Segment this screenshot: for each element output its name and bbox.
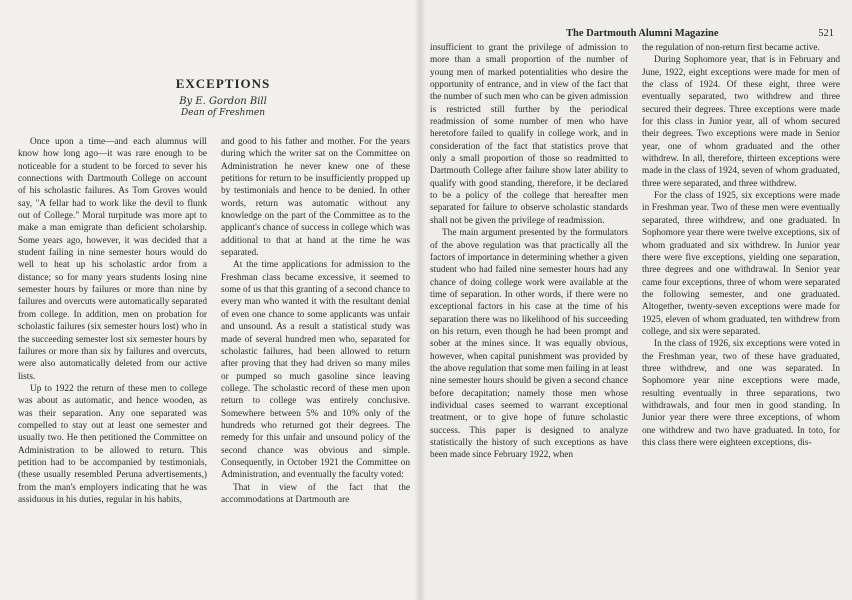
column-1	[18, 136, 207, 506]
column-4	[642, 42, 840, 462]
paragraph: and good to his father and mother. For the years during which the writer sat on the Committee on Administration he never knew one of these petitions for return to be insufficiently propped up by testimonials and hence to be denied. In other words, return was automatic without any knowledge on the part of the Committee as to the applicant's chance of success in college which was additional to that at hand at the time he was separated.	[221, 137, 410, 259]
article-byline: By E. Gordon Bill	[179, 96, 267, 107]
article-title: EXCEPTIONS	[175, 76, 271, 91]
column-2	[221, 136, 410, 506]
column-3	[430, 42, 628, 462]
paragraph: Up to 1922 the return of these men to college was about as automatic, and hence wooden, as was their separation. Any one separated was compelled to stay out at least one semester and usually two. He then petitioned the Committee on Administration to be allowed to return. This petition had to be accompanied by testimonials, (these usually resembled Peruna advertisements,) from the man's employers indicating that he was assiduous in his duties, regular in his habits,	[18, 383, 207, 505]
paragraph: Once upon a time—and each alumnus will know how long ago—it was rare enough to be noticeable for a student to be forced to sever his connections with Dartmouth College on account of his scholastic failures. As Tom Groves would say, "A fellar had to work like the devil to flunk out of College." Moral turpitude was more apt to make a man emigrate than deficient scholarship. Some years ago, however, it was decided that a student failing in nine semester hours would do well to heat up his scholastic ardor from a distance; so for many years students losing nine semester hours by failures or more than nine by failures and overcuts were automatically separated from college. In addition, men on probation for scholastic failures (six semester hours lost) who in the succeeding semester lost six semester hours by failures or more than six by failures and overcuts, were also automatically deleted from our active lists.	[18, 137, 207, 382]
paragraph: That in view of the fact that the accommodations at Dartmouth are	[221, 482, 410, 505]
page-number: 521	[818, 28, 834, 39]
left-page	[0, 0, 420, 600]
paragraph: In the class of 1926, six exceptions were voted in the Freshman year, two of these have graduated, three withdrew, and one was separated. In Sophomore year nine exceptions were made, resulting eventually in three separations, two withdrawals, and four men in good standing. In Junior year there were three exceptions, of whom one withdrew and two have graduated. In toto, for this class there were eighteen exceptions, dis-	[642, 339, 840, 448]
paragraph: insufficient to grant the privilege of admission to more than a small proportion of the number of young men of marked potentialities who desire the opportunity of entrance, and in view of the fact that the number of such men who can be given admission is restricted still further by the periodical readmission of some number of men who have heretofore failed to qualify in college work, and in consideration of the fact that statistics prove that only a small proportion of those so readmitted to Dartmouth College after failure show later ability to qualify with good standing, therefore, it be declared to be a policy of the college that hereafter men separated for failure to observe scholastic standards shall not be given the privilege of readmission.	[430, 43, 628, 226]
paragraph: During Sophomore year, that is in February and June, 1922, eight exceptions were made for men of the class of 1924. Of these eight, three were eventually separated, two withdrew and three secured their degrees. Three exceptions were made for this class in Junior year, all of whom secured their degrees. Two exceptions were made in Senior year, one of whom graduated and the other withdrew. In all, therefore, thirteen exceptions were made in the class of 1924, seven of whom graduated, three were separated, and three withdrew.	[642, 55, 840, 189]
right-page-columns	[430, 42, 840, 462]
right-page	[420, 0, 852, 600]
magazine-name: The Dartmouth Alumni Magazine	[566, 28, 719, 39]
paragraph: At the time applications for admission to the Freshman class became excessive, it seemed to some of us that this granting of a second chance to every man who wanted it with the resultant denial of even one chance to some applicants was unfair and unsound. As a result a statistical study was made of several hundred men who, separated for scholastic failures, had been allowed to return after proving that they had driven so many miles or pumped so much gasoline since leaving college. The scholastic record of these men upon return to college was entirely conclusive. Somewhere between 5% and 10% only of the hundreds who returned got their degrees. The remedy for this unfair and unsound policy of the second chance was obvious and simple. Consequently, in October 1921 the Committee on Administration, and eventually the faculty voted:	[221, 260, 410, 481]
page-gutter	[414, 0, 426, 600]
author-role: Dean of Freshmen	[180, 108, 266, 118]
running-header	[430, 28, 840, 39]
paragraph: For the class of 1925, six exceptions were made in Freshman year. Two of these men were eventually separated, three withdrew, and one graduated. In Sophomore year there were twelve exceptions, six of whom graduated and six withdrew. In Junior year there were five exceptions, yielding one separation, three degrees and one withdrawal. In Senior year came four exceptions, three of whom were separated the following semester, and one graduated. Altogether, twenty-seven exceptions were made for 1925, eleven of whom graduated, ten withdrew from college, and six were separated.	[642, 191, 840, 337]
paragraph: The main argument presented by the formulators of the above regulation was that practically all the factors of importance in determining whether a given student who had failed nine semester hours had any chance of doing college work were available at the time of separation. In other words, if there were no exceptional factors in his case at the time of his separation there was no likelihood of his succeeding on his return, even though he had been prompt and sober at the mines since. It was equally obvious, however, when capital punishment was provided by the above regulation that some men failing in at least nine semester hours should be given a second chance before decapitation; namely those men whose individual cases seemed to warrant exceptional treatment, or to give hope of future scholastic success. This paper is designed to analyze statistically the history of such exceptions as have been made since February 1922, when	[430, 228, 629, 461]
left-page-columns	[18, 136, 410, 506]
paragraph: the regulation of non-return first became active.	[642, 43, 820, 53]
